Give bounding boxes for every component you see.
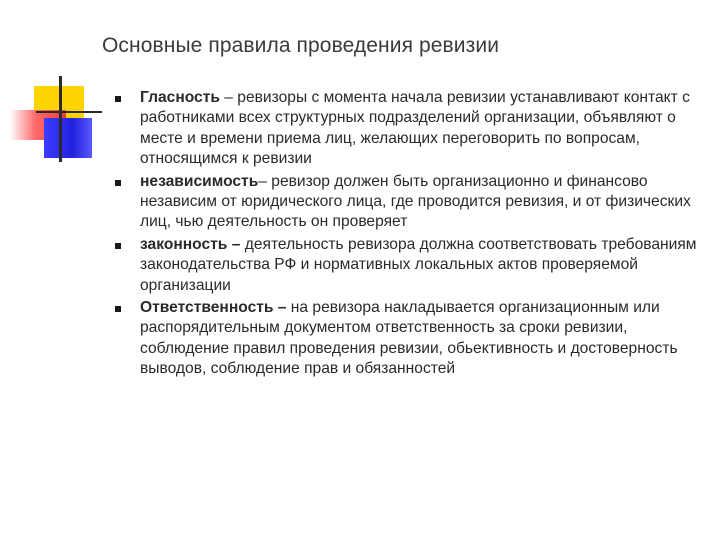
rule-term: Ответственность – [140, 299, 287, 317]
square-bullet-icon [115, 243, 121, 249]
decorative-vertical-line [59, 76, 62, 162]
square-bullet-icon [115, 180, 121, 186]
rule-text: – ревизоры с момента начала ревизии устанавливают контакт с работниками всех структурных подразделений организации, объявляют о месте и времени приема лиц, желающих переговорить по вопросам, относящимся к ревизии [140, 89, 690, 168]
rule-term: независимость [140, 172, 259, 190]
rule-text: деятельность ревизора должна соответствовать требованиям законодательства РФ и нормативных локальных актов проверяемой организации [140, 235, 697, 294]
rule-item-legality [112, 235, 697, 296]
slide-content [112, 88, 697, 382]
rule-text: – ревизор должен быть организационно и финансово независим от юридического лица, где проводится ревизия, и от физических лиц, чью деятельность он проверяет [140, 172, 691, 231]
decorative-horizontal-line [36, 111, 102, 113]
square-bullet-icon [115, 306, 121, 312]
rule-text: на ревизора накладывается организационным или распорядительным документом ответственность за сроки ревизии, соблюдение правил проведения ревизии, обьективность и достоверность выводов, соблюдение прав и обязанностей [140, 299, 678, 378]
rule-item-responsibility [112, 298, 697, 380]
slide-title: Основные правила проведения ревизии [102, 34, 500, 57]
rule-item-publicity [112, 88, 697, 170]
rule-item-independence [112, 172, 697, 233]
rule-term: Гласность [140, 89, 220, 106]
decorative-blue-square [44, 118, 92, 158]
rule-term: законность – [140, 235, 241, 253]
rules-list [112, 88, 697, 380]
square-bullet-icon [115, 96, 121, 102]
